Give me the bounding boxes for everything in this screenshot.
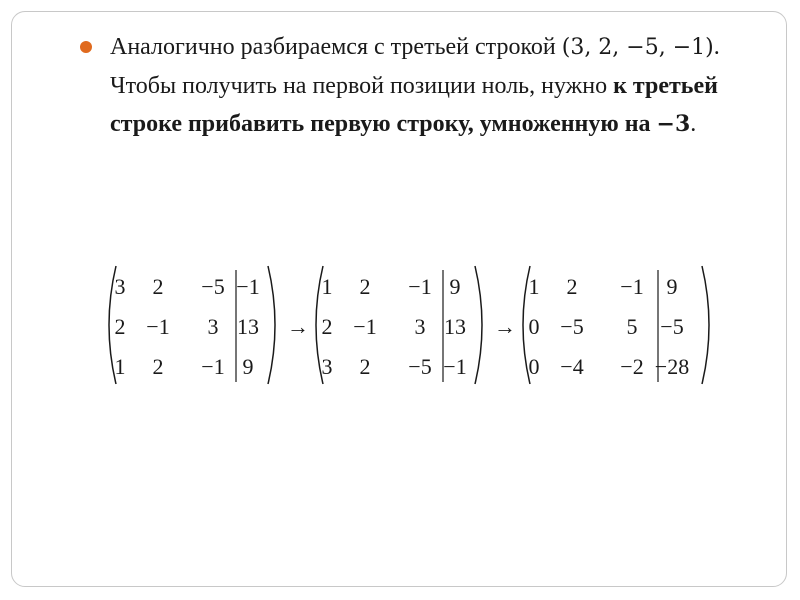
matrix-cell: −1 <box>443 354 467 379</box>
matrix-cell: 2 <box>359 354 371 379</box>
arrow-2: → <box>494 314 516 339</box>
text-bold: к третьей строке прибавить первую строку, умноженную на <box>110 73 718 137</box>
matrix-cell: −5 <box>201 274 225 299</box>
matrix-sequence <box>100 262 730 392</box>
matrix-cell: −28 <box>654 354 690 379</box>
matrix-cell: −1 <box>236 274 260 299</box>
matrix-cell: −1 <box>201 354 225 379</box>
matrix-cell: −1 <box>146 314 170 339</box>
matrix-cell: 2 <box>566 274 578 299</box>
matrix-cell: 13 <box>444 314 466 339</box>
matrix-cell: 1 <box>114 354 126 379</box>
matrix-cell: 1 <box>321 274 333 299</box>
bullet-icon <box>80 41 92 53</box>
matrix-cell: 2 <box>152 354 164 379</box>
text-plain-2: . Чтобы получить на первой позиции ноль, нужно <box>110 34 720 99</box>
row-vector: (3, 2, −5, −1) <box>561 35 714 60</box>
matrix-cell: 3 <box>207 314 219 339</box>
matrix-cell: −5 <box>408 354 432 379</box>
augmented-matrix-3 <box>523 266 709 384</box>
matrix-cell: −1 <box>408 274 432 299</box>
matrix-cell: −5 <box>560 314 584 339</box>
matrix-cell: −1 <box>353 314 377 339</box>
multiplier: −3 <box>656 111 691 137</box>
matrix-cell: 2 <box>152 274 164 299</box>
matrix-cell: 2 <box>114 314 126 339</box>
matrix-cell: 3 <box>414 314 426 339</box>
matrix-cell: 13 <box>237 314 259 339</box>
matrix-cell: −5 <box>660 314 684 339</box>
matrix-cell: 2 <box>321 314 333 339</box>
matrix-cell: 9 <box>449 274 461 299</box>
matrix-cell: 0 <box>528 354 540 379</box>
text-plain-1: Аналогично разбираемся с третьей строкой <box>110 34 562 60</box>
paragraph-text <box>110 28 750 143</box>
matrix-cell: 2 <box>359 274 371 299</box>
matrix-cell: 3 <box>321 354 333 379</box>
matrix-cell: 1 <box>528 274 540 299</box>
matrix-cell: 9 <box>242 354 254 379</box>
matrix-cell: 5 <box>626 314 638 339</box>
right-parenthesis <box>475 266 482 384</box>
arrow-1: → <box>287 314 309 339</box>
matrix-cell: 0 <box>528 314 540 339</box>
matrix-cell: 3 <box>114 274 126 299</box>
right-parenthesis <box>702 266 709 384</box>
text-end: . <box>690 111 697 137</box>
right-parenthesis <box>268 266 275 384</box>
matrix-cell: −1 <box>620 274 644 299</box>
matrix-cell: 9 <box>666 274 678 299</box>
augmented-matrix-1 <box>109 266 275 384</box>
augmented-matrix-2 <box>316 266 482 384</box>
matrix-cell: −4 <box>560 354 584 379</box>
matrix-cell: −2 <box>620 354 644 379</box>
